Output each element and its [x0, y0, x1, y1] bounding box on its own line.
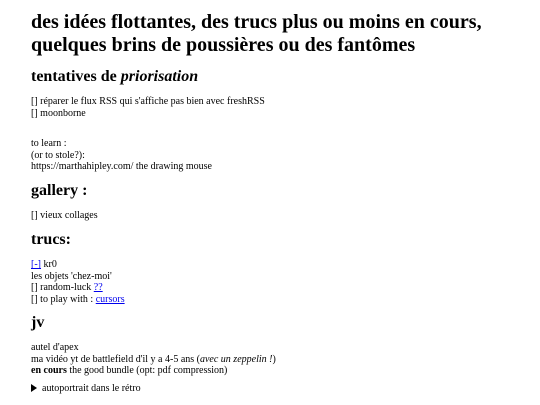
- todo-item-rss: [] réparer le flux RSS qui s'affiche pas bien avec freshRSS: [31, 96, 265, 107]
- learn-line-3: https://marthahipley.com/ the drawing mouse: [31, 161, 212, 172]
- trucs-item-random-luck: [31, 282, 531, 294]
- jv-item-bundle: [31, 365, 531, 377]
- learn-line-2: (or to stole?):: [31, 149, 85, 161]
- jv-item-battlefield: [31, 354, 531, 366]
- kr0-link[interactable]: [-]: [31, 259, 41, 270]
- details-autoportrait[interactable]: [31, 383, 531, 395]
- jv-list: [31, 342, 531, 377]
- learn-line-1: to learn :: [31, 138, 67, 149]
- battlefield-end: ): [272, 353, 276, 365]
- trucs-item-chez-moi: les objets 'chez-moi': [31, 270, 112, 282]
- gallery-item-collages: [] vieux collages: [31, 210, 98, 221]
- trucs-list: [31, 259, 531, 305]
- todo-item-moonborne: [] moonborne: [31, 107, 86, 119]
- bundle-text: the good bundle (opt: pdf compression): [66, 365, 228, 376]
- heading-trucs: trucs:: [31, 231, 71, 248]
- trucs-item-cursors: [31, 294, 531, 306]
- heading-priorisation: [31, 68, 198, 86]
- battlefield-text: ma vidéo yt de battlefield d'il y a 4-5 ans (: [31, 353, 200, 365]
- details-summary[interactable]: [31, 383, 531, 395]
- heading-gallery: gallery :: [31, 182, 88, 199]
- jv-item-apex: autel d'apex: [31, 342, 79, 353]
- priorisation-list: [31, 96, 531, 119]
- heading-priorisation-em: priorisation: [120, 68, 199, 85]
- random-luck-text: [] random-luck: [31, 282, 94, 293]
- heading-jv: jv: [31, 314, 45, 331]
- en-cours-label: en cours: [31, 365, 67, 376]
- disclosure-triangle-icon[interactable]: [31, 384, 37, 392]
- details-summary-label: autoportrait dans le rétro: [42, 383, 141, 394]
- battlefield-em: avec un zeppelin !: [199, 353, 273, 365]
- heading-priorisation-prefix: tentatives de: [31, 68, 121, 85]
- learn-block: [31, 138, 531, 173]
- page-title-line-1: des idées flottantes, des trucs plus ou moins en cours,: [31, 11, 482, 33]
- random-luck-link[interactable]: ??: [93, 282, 103, 293]
- kr0-text: kr0: [41, 259, 57, 270]
- trucs-item-kr0: [31, 259, 531, 271]
- cursors-link[interactable]: cursors: [95, 293, 125, 305]
- page-title: [31, 11, 531, 57]
- gallery-list: [31, 210, 531, 222]
- play-with-text: [] to play with :: [31, 293, 96, 305]
- page-title-line-2: quelques brins de poussières ou des fantômes: [31, 34, 416, 56]
